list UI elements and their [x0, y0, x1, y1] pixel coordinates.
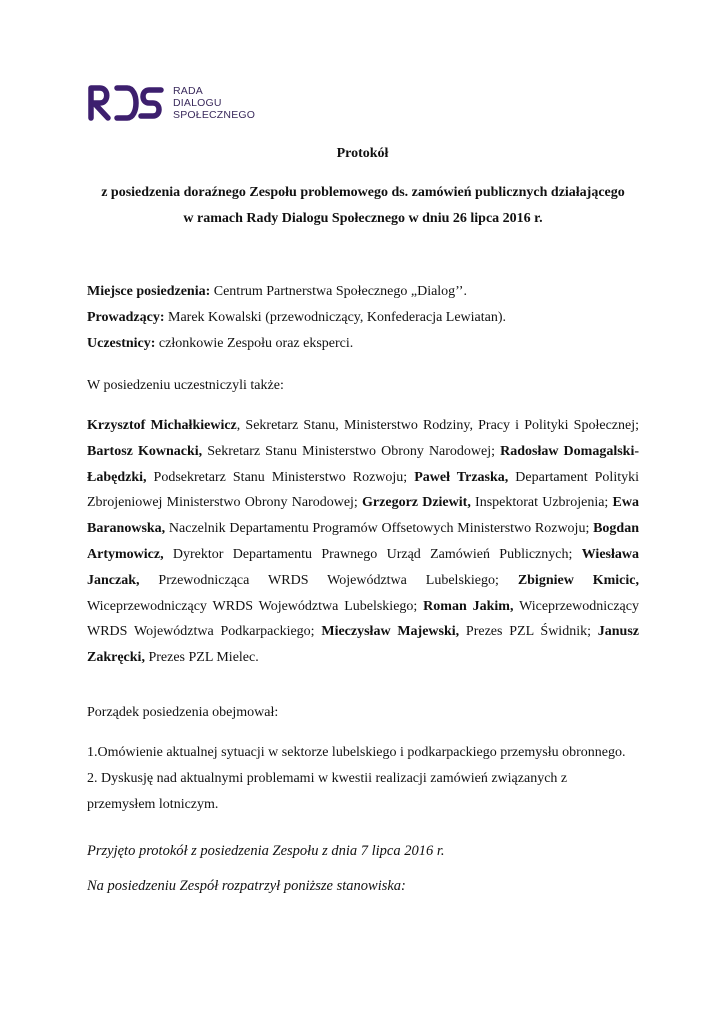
attendee-role: Wiceprzewodniczący WRDS Województwa Lubelskiego; [87, 598, 424, 614]
attendees-paragraph [87, 413, 639, 671]
attendee-name: Bogdan Artymowicz, [87, 521, 639, 562]
logo-line-2: DIALOGU [173, 97, 222, 109]
attendee-name: Paweł Trzaska, [414, 469, 509, 485]
attendee-name: Bartosz Kownacki, [87, 443, 203, 459]
attendee-role: Dyrektor Departamentu Prawnego Urząd Zamówień Publicznych; [163, 546, 582, 562]
logo-line-3: SPOŁECZNEGO [173, 109, 256, 121]
document-subtitle [87, 180, 639, 232]
attendee-role: Prezes PZL Mielec. [144, 650, 259, 666]
attendee-name: Zbigniew Kmicic, [517, 572, 640, 588]
attendee-role: , Sekretarz Stanu, Ministerstwo Rodziny, Pracy i Polityki Społecznej; [236, 418, 639, 433]
logo-text [173, 85, 255, 121]
attendee-role: Sekretarz Stanu Ministerstwo Obrony Narodowej; [202, 443, 501, 459]
attendee-name: Mieczysław Majewski, [321, 624, 460, 640]
attendee-name: Grzegorz Dziewit, [362, 495, 471, 511]
logo-line-1: RADA [173, 85, 203, 97]
agenda-item: 2. Dyskusję nad aktualnymi problemami w kwestii realizacji zamówień związanych z przemysłem lotniczym. [87, 770, 568, 812]
subtitle-line-1: z posiedzenia doraźnego Zespołu problemowego ds. zamówień publicznych działającego [101, 185, 625, 200]
agenda-heading: Porządek posiedzenia obejmował: [87, 705, 279, 720]
attendee-name: Ewa Baranowska, [87, 495, 639, 537]
attendee-role: Naczelnik Departamentu Programów Offsetowych Ministerstwo Rozwoju; [165, 521, 594, 537]
meta-participants-label: Uczestnicy: [87, 336, 156, 351]
meta-chair-value: Marek Kowalski (przewodniczący, Konfederacja Lewiatan). [164, 310, 507, 325]
meta-place-value: Centrum Partnerstwa Społecznego „Dialog’’. [210, 284, 467, 299]
also-present-heading: W posiedzeniu uczestniczyli także: [87, 378, 284, 393]
meeting-meta [87, 279, 506, 357]
attendee-role: Wiceprzewodniczący WRDS Województwa Podkarpackiego; [87, 598, 639, 640]
agenda-item: 1.Omówienie aktualnej sytuacji w sektorze lubelskiego i podkarpackiego przemysłu obronnego. [87, 745, 626, 760]
attendee-name: Radosław Domagalski-Łabędzki, [87, 443, 639, 485]
positions-intro: Na posiedzeniu Zespół rozpatrzył poniższe stanowiska: [87, 878, 406, 894]
meta-participants [87, 331, 506, 357]
rds-logo [87, 84, 255, 122]
attendee-role: Podsekretarz Stanu Ministerstwo Rozwoju; [146, 469, 415, 485]
attendee-name: Roman Jakim, [423, 598, 514, 614]
attendee-name: Janusz Zakręcki, [87, 624, 639, 666]
meta-chair [87, 305, 506, 331]
meta-participants-value: członkowie Zespołu oraz eksperci. [155, 336, 354, 351]
subtitle-line-2: w ramach Rady Dialogu Społecznego w dniu 26 lipca 2016 r. [183, 211, 543, 226]
attendee-role: Prezes PZL Świdnik; [459, 624, 598, 640]
attendee-role: Przewodnicząca WRDS Województwa Lubelskiego; [139, 572, 518, 588]
attendee-role: Departament Polityki Zbrojeniowej Ministerstwo Obrony Narodowej; [87, 469, 639, 511]
document-title: Protokół [336, 146, 389, 161]
approval-note: Przyjęto protokół z posiedzenia Zespołu z dnia 7 lipca 2016 r. [87, 843, 445, 859]
meta-chair-label: Prowadzący: [87, 310, 165, 325]
attendee-name: Wiesława Janczak, [87, 546, 639, 588]
rds-logo-mark [87, 84, 165, 122]
attendee-name: Krzysztof Michałkiewicz [87, 418, 237, 433]
meta-place [87, 279, 506, 305]
rds-logo-mark-text: RDS [87, 84, 89, 85]
meta-place-label: Miejsce posiedzenia: [87, 284, 211, 299]
agenda-list [87, 740, 639, 817]
attendee-role: Inspektorat Uzbrojenia; [470, 495, 613, 511]
